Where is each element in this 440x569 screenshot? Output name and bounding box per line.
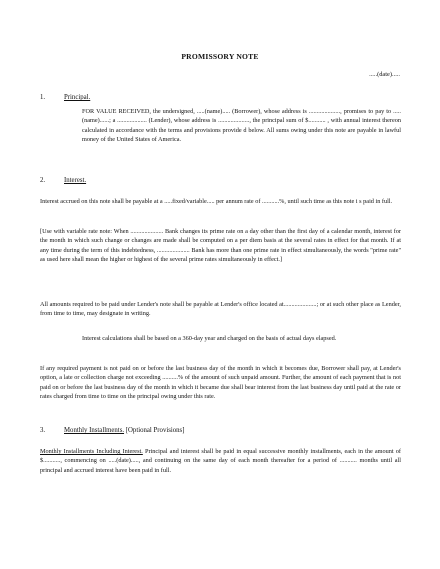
installments-lead: Monthly Installments Including Interest. (40, 448, 143, 455)
interest-paragraph-calculation: Interest calculations shall be based on a 360-day year and charged on the basis of actual days elapsed. (82, 335, 337, 342)
installments-paragraph (40, 447, 401, 475)
section-optional-note: [Optional Provisions] (125, 427, 185, 434)
interest-paragraph-variable: [Use with variable rate note: When ..................... Bank changes its prime rate on a day other than the first day of a calendar month, interest for the month in which such change or changes are made shall be computed on a per diem basis at the several rates in effect for that month. If at any time during the term of this indebtedness, ..................... Bank has more than one prime rate in effect simultaneously, the words "prime rate" as used here shall mean the higher or highest of the several prime rates simultaneously in effect.] (40, 228, 401, 263)
section-heading-installments (40, 427, 184, 434)
installments-body: Principal and interest shall be paid in equal successive monthly installments, each in the amount of $..........., commencing on .....(date)....., and continuing on the same day of each month thereafter for a period of ........... months until all principal and accrued interest have been paid in full. (40, 448, 401, 474)
section-number: 2. (40, 177, 46, 184)
principal-paragraph: FOR VALUE RECEIVED, the undersigned, .....(name)..... (Borrower), whose address is ...................., promises to pay to .....(name)......; a ................... (Lender), whose address is ...................., the principal sum of $........... , with annual interest thereon calculated in accordance with the terms and provisions provide d below. All sums owing under this note are payable in lawful money of the United States of America. (82, 108, 401, 143)
date-placeholder: .....(date)..... (369, 71, 400, 78)
section-title: Monthly Installments. (64, 427, 125, 434)
section-heading-principal (40, 94, 90, 101)
interest-paragraph-late: If any required payment is not paid on or before the last business day of the month in which it becomes due, Borrower shall pay, at Lender's option, a late or collection charge not exceeding ..........% of the amount of such unpaid amount. Further, the amount of each payment that is not paid on or before the last business day of the month in which it became due shall bear interest from the last business day until paid at the rate or rates charged from time to time on the principal owing under this rate. (40, 365, 401, 400)
section-heading-interest (40, 177, 86, 184)
interest-paragraph-rate: Interest accrued on this note shall be payable at a .....fixed/variable..... per annum rate of ...........%, until such time as this note i s paid in full. (40, 198, 393, 205)
section-title: Principal. (64, 94, 91, 101)
section-number: 1. (40, 94, 46, 101)
interest-paragraph-payable: All amounts required to be paid under Lender's note shall be payable at Lender's office located at.....................; or at such other place as Lender, from time to time, may designate in writing. (40, 301, 401, 318)
section-title: Interest. (64, 177, 87, 184)
section-number: 3. (40, 427, 46, 434)
document-title: PROMISSORY NOTE (181, 52, 259, 61)
